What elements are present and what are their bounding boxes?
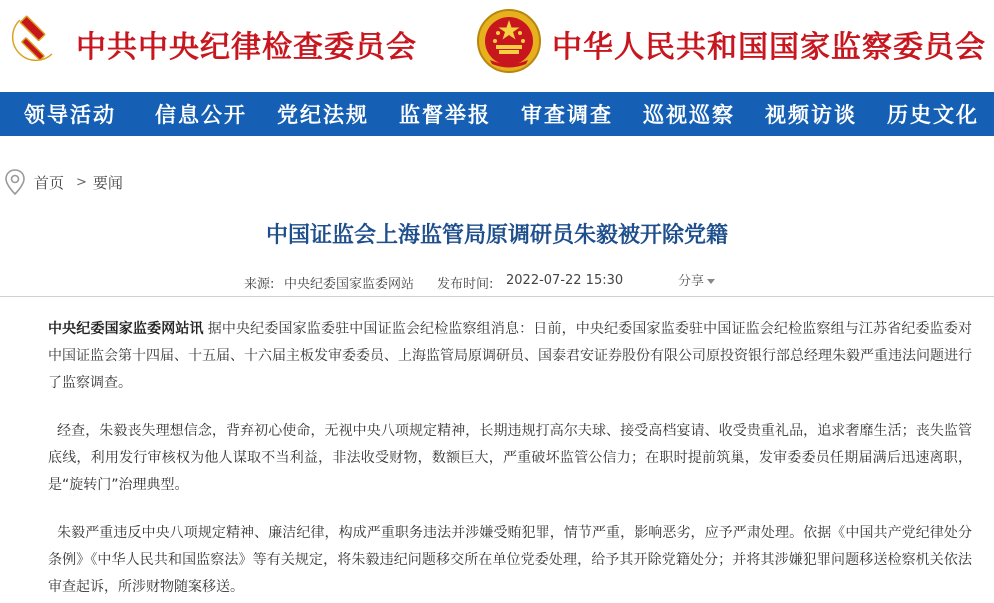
nsc-title[interactable]: 中华人民共和国国家监察委员会 (552, 30, 986, 65)
meta-divider (0, 296, 994, 297)
article-paragraph-1 (48, 316, 972, 397)
article-paragraph-3: 朱毅严重违反中央八项规定精神、廉洁纪律，构成严重职务违法并涉嫌受贿犯罪，情节严重，影响恶劣，应予严肃处理。依据《中国共产党纪律处分条例》《中华人民共和国监察法》等有关规定，将朱毅违纪问题移交所在单位党委处理，给予其开除党籍处分；并将其涉嫌犯罪问题移送检察机关依法审查起诉，所涉财物随案移送。 (48, 525, 972, 595)
nav-item-leadership[interactable]: 领导活动 (24, 102, 116, 127)
paragraph-1-text: 据中央纪委国家监委驻中国证监会纪检监察组消息：日前，中央纪委国家监委驻中国证监会纪检监察组与江苏省纪委监委对中国证监会第十四届、十五届、十六届主板发审委委员、上海监管局原调研员、国泰君安证券股份有限公司原投资银行部总经理朱毅严重违法问题进行了监察调查。 (48, 321, 972, 391)
share-button[interactable] (678, 270, 715, 289)
main-nav (0, 92, 994, 136)
national-emblem-icon (476, 8, 542, 74)
nav-item-inspection[interactable]: 巡视巡察 (643, 102, 735, 127)
source-value: 中央纪委国家监委网站 (284, 277, 415, 292)
nav-item-info-disclosure[interactable]: 信息公开 (155, 102, 247, 127)
publish-time-value: 2022-07-22 15:30 (506, 273, 624, 288)
breadcrumb-home-link[interactable]: 首页 (34, 173, 65, 192)
nav-item-history-culture[interactable]: 历史文化 (887, 102, 979, 127)
article-lead: 中央纪委国家监委网站讯 (48, 321, 204, 337)
article-title: 中国证监会上海监管局原调研员朱毅被开除党籍 (265, 223, 728, 248)
nav-item-regulations[interactable]: 党纪法规 (277, 102, 369, 127)
breadcrumb (0, 168, 123, 196)
article-meta (0, 270, 994, 290)
article-paragraph-2: 经查，朱毅丧失理想信念，背弃初心使命，无视中央八项规定精神，长期违规打高尔夫球、接受高档宴请、收受贵重礼品，追求奢靡生活；丧失监管底线，利用发行审核权为他人谋取不当利益，非法收受财物，数额巨大，严重破坏监管公信力；在职时提前筑巢，发审委委员任期届满后迅速离职，是“旋转门”治理典型。 (48, 423, 972, 493)
site-header (0, 0, 994, 92)
nav-item-video-interview[interactable]: 视频访谈 (765, 102, 857, 127)
nav-item-supervision-report[interactable]: 监督举报 (399, 102, 491, 127)
caret-down-icon (707, 279, 715, 284)
location-pin-icon (4, 168, 26, 196)
breadcrumb-current[interactable]: 要闻 (92, 173, 123, 192)
breadcrumb-separator: > (76, 174, 87, 190)
source-label: 来源: (244, 277, 275, 292)
ccdi-title[interactable]: 中共中央纪律检查委员会 (76, 30, 417, 65)
hammer-sickle-icon (6, 12, 62, 68)
share-label: 分享 (678, 274, 705, 289)
publish-time-label: 发布时间: (437, 277, 494, 292)
nav-item-investigation[interactable]: 审查调查 (521, 102, 613, 127)
